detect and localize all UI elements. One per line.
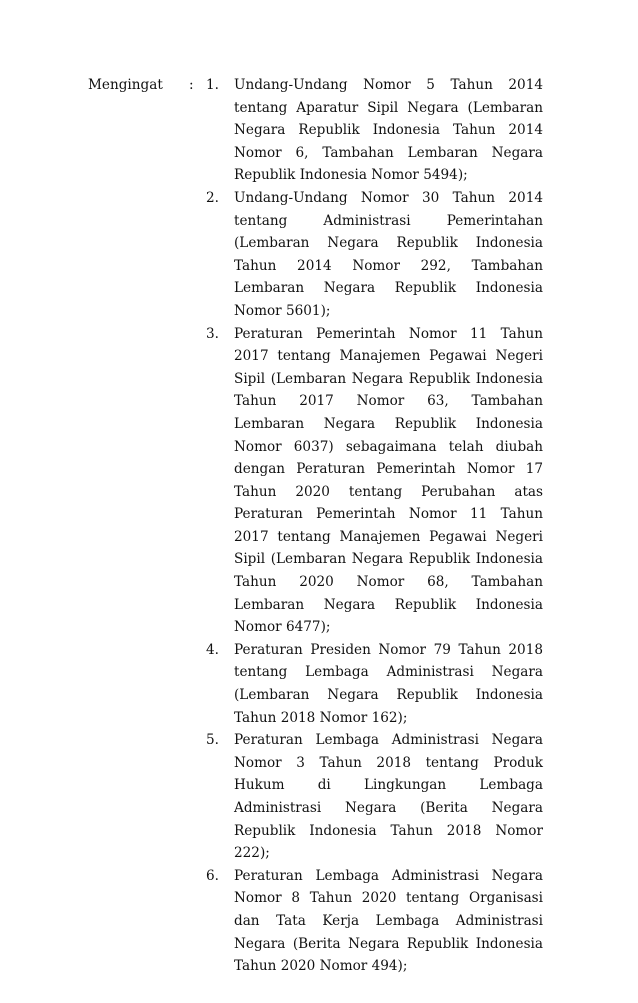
- list-item: [206, 639, 543, 729]
- item-text: Peraturan Lembaga Administrasi Negara Nomor 3 Tahun 2018 tentang Produk Hukum di Lingkungan Lembaga Administrasi Negara (Berita Negara Republik Indonesia Tahun 2018 Nomor 222);: [234, 732, 543, 862]
- list-item: [206, 323, 543, 639]
- item-number: 6.: [206, 867, 219, 884]
- section-label: Mengingat: [88, 77, 163, 93]
- legal-basis-list: [206, 74, 543, 978]
- item-text: Peraturan Lembaga Administrasi Negara Nomor 8 Tahun 2020 tentang Organisasi dan Tata Kerja Lembaga Administrasi Negara (Berita Negara Republik Indonesia Tahun 2020 Nomor 494);: [234, 867, 543, 975]
- list-item: [206, 74, 543, 187]
- item-text: Peraturan Pemerintah Nomor 11 Tahun 2017 tentang Manajemen Pegawai Negeri Sipil (Lembaran Negara Republik Indonesia Tahun 2017 Nomor 63, Tambahan Lembaran Negara Republik Indonesia Nomor 6037) sebagaimana telah diubah dengan Peraturan Pemerintah Nomor 17 Tahun 2020 tentang Perubahan atas Peraturan Pemerintah Nomor 11 Tahun 2017 tentang Manajemen Pegawai Negeri Sipil (Lembaran Negara Republik Indonesia Tahun 2020 Nomor 68, Tambahan Lembaran Negara Republik Indonesia Nomor 6477);: [234, 325, 543, 636]
- list-item: [206, 729, 543, 865]
- item-number: 3.: [206, 325, 219, 342]
- item-number: 1.: [206, 77, 219, 93]
- label-colon: :: [189, 77, 194, 93]
- item-text: Undang-Undang Nomor 5 Tahun 2014 tentang Aparatur Sipil Negara (Lembaran Negara Republik Indonesia Tahun 2014 Nomor 6, Tambahan Lembaran Negara Republik Indonesia Nomor 5494);: [234, 77, 543, 184]
- item-number: 4.: [206, 641, 219, 658]
- item-number: 2.: [206, 189, 219, 206]
- list-item: [206, 187, 543, 323]
- item-text: Undang-Undang Nomor 30 Tahun 2014 tentang Administrasi Pemerintahan (Lembaran Negara Republik Indonesia Tahun 2014 Nomor 292, Tambahan Lembaran Negara Republik Indonesia Nomor 5601);: [234, 189, 543, 319]
- item-text: Peraturan Presiden Nomor 79 Tahun 2018 tentang Lembaga Administrasi Negara (Lembaran Negara Republik Indonesia Tahun 2018 Nomor 162);: [234, 641, 543, 726]
- item-number: 5.: [206, 732, 219, 749]
- list-item: [206, 865, 543, 978]
